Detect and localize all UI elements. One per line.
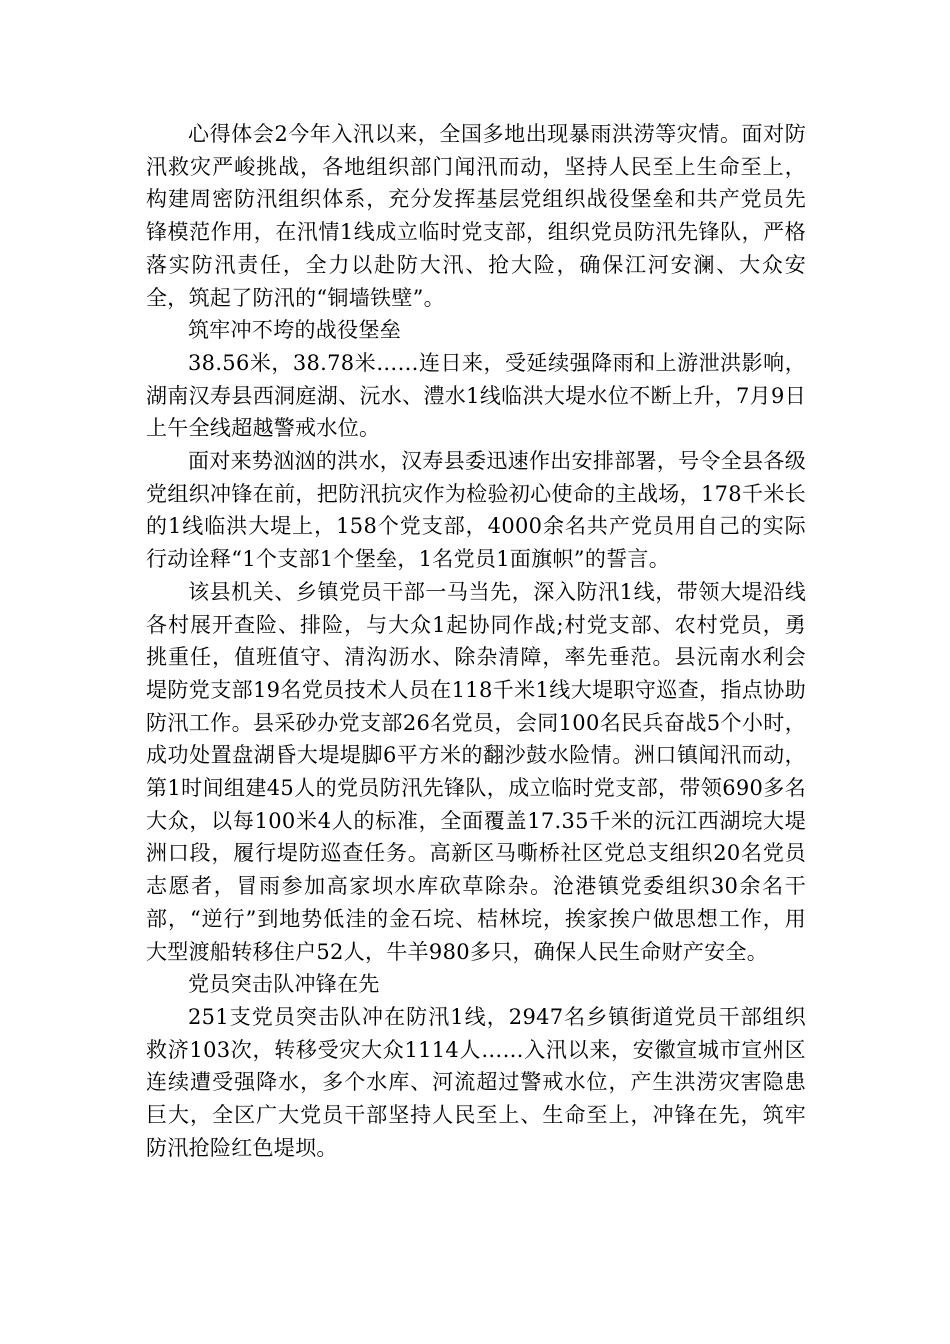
document-body — [146, 118, 806, 1165]
paragraph-water-level: 38.56米，38.78米……连日来，受延续强降雨和上游泄洪影响，湖南汉寿县西洞庭湖、沅水、澧水1线临洪大堤水位不断上升，7月9日上午全线超越警戒水位。 — [146, 350, 806, 441]
paragraph-party-members: 该县机关、乡镇党员干部一马当先，深入防汛1线，带领大堤沿线各村展开查险、排险，与大众1起协同作战;村党支部、农村党员，勇挑重任，值班值守、清沟沥水、除杂清障，率先垂范。县沅南水利会堤防党支部19名党员技术人员在118千米1线大堤职守巡查，指点协助防汛工作。县采砂办党支部26名党员，会同100名民兵奋战5个小时，成功处置盘湖昏大堤堤脚6平方米的翻沙鼓水险情。洲口镇闻汛而动，第1时间组建45人的党员防汛先锋队，成立临时党支部，带领690多名大众，以每100米4人的标准，全面覆盖17.35千米的沅江西湖垸大堤洲口段，履行堤防巡查任务。高新区马嘶桥社区党总支组织20名党员志愿者，冒雨参加高家坝水库砍草除杂。沧港镇党委组织30余名干部，“逆行”到地势低洼的金石垸、桔林垸，挨家挨户做思想工作，用大型渡船转移住户52人，牛羊980多只，确保人民生命财产安全。 — [146, 579, 806, 964]
section-heading-commando: 党员突击队冲锋在先 — [188, 972, 380, 997]
paragraph-intro: 心得体会2今年入汛以来，全国多地出现暴雨洪涝等灾情。面对防汛救灾严峻挑战，各地组织部门闻汛而动，坚持人民至上生命至上，构建周密防汛组织体系，充分发挥基层党组织战役堡垒和共产党员先锋模范作用，在汛情1线成立临时党支部，组织党员防汛先锋队，严格落实防汛责任，全力以赴防大汛、抢大险，确保江河安澜、大众安全，筑起了防汛的“铜墙铁壁”。 — [146, 122, 806, 310]
section-heading-fortress: 筑牢冲不垮的战役堡垒 — [188, 318, 401, 343]
paragraph-xuanzhou: 251支党员突击队冲在防汛1线，2947名乡镇街道党员干部组织救济103次，转移受灾大众1114人……入汛以来，安徽宣城市宣州区连续遭受强降水，多个水库、河流超过警戒水位，产生洪涝灾害隐患巨大，全区广大党员干部坚持人民至上、生命至上，冲锋在先，筑牢防汛抢险红色堤坝。 — [146, 1004, 806, 1160]
paragraph-county-response: 面对来势汹汹的洪水，汉寿县委迅速作出安排部署，号令全县各级党组织冲锋在前，把防汛抗灾作为检验初心使命的主战场，178千米长的1线临洪大堤上，158个党支部，4000余名共产党员用自己的实际行动诠释“1个支部1个堡垒，1名党员1面旗帜”的誓言。 — [146, 449, 806, 572]
